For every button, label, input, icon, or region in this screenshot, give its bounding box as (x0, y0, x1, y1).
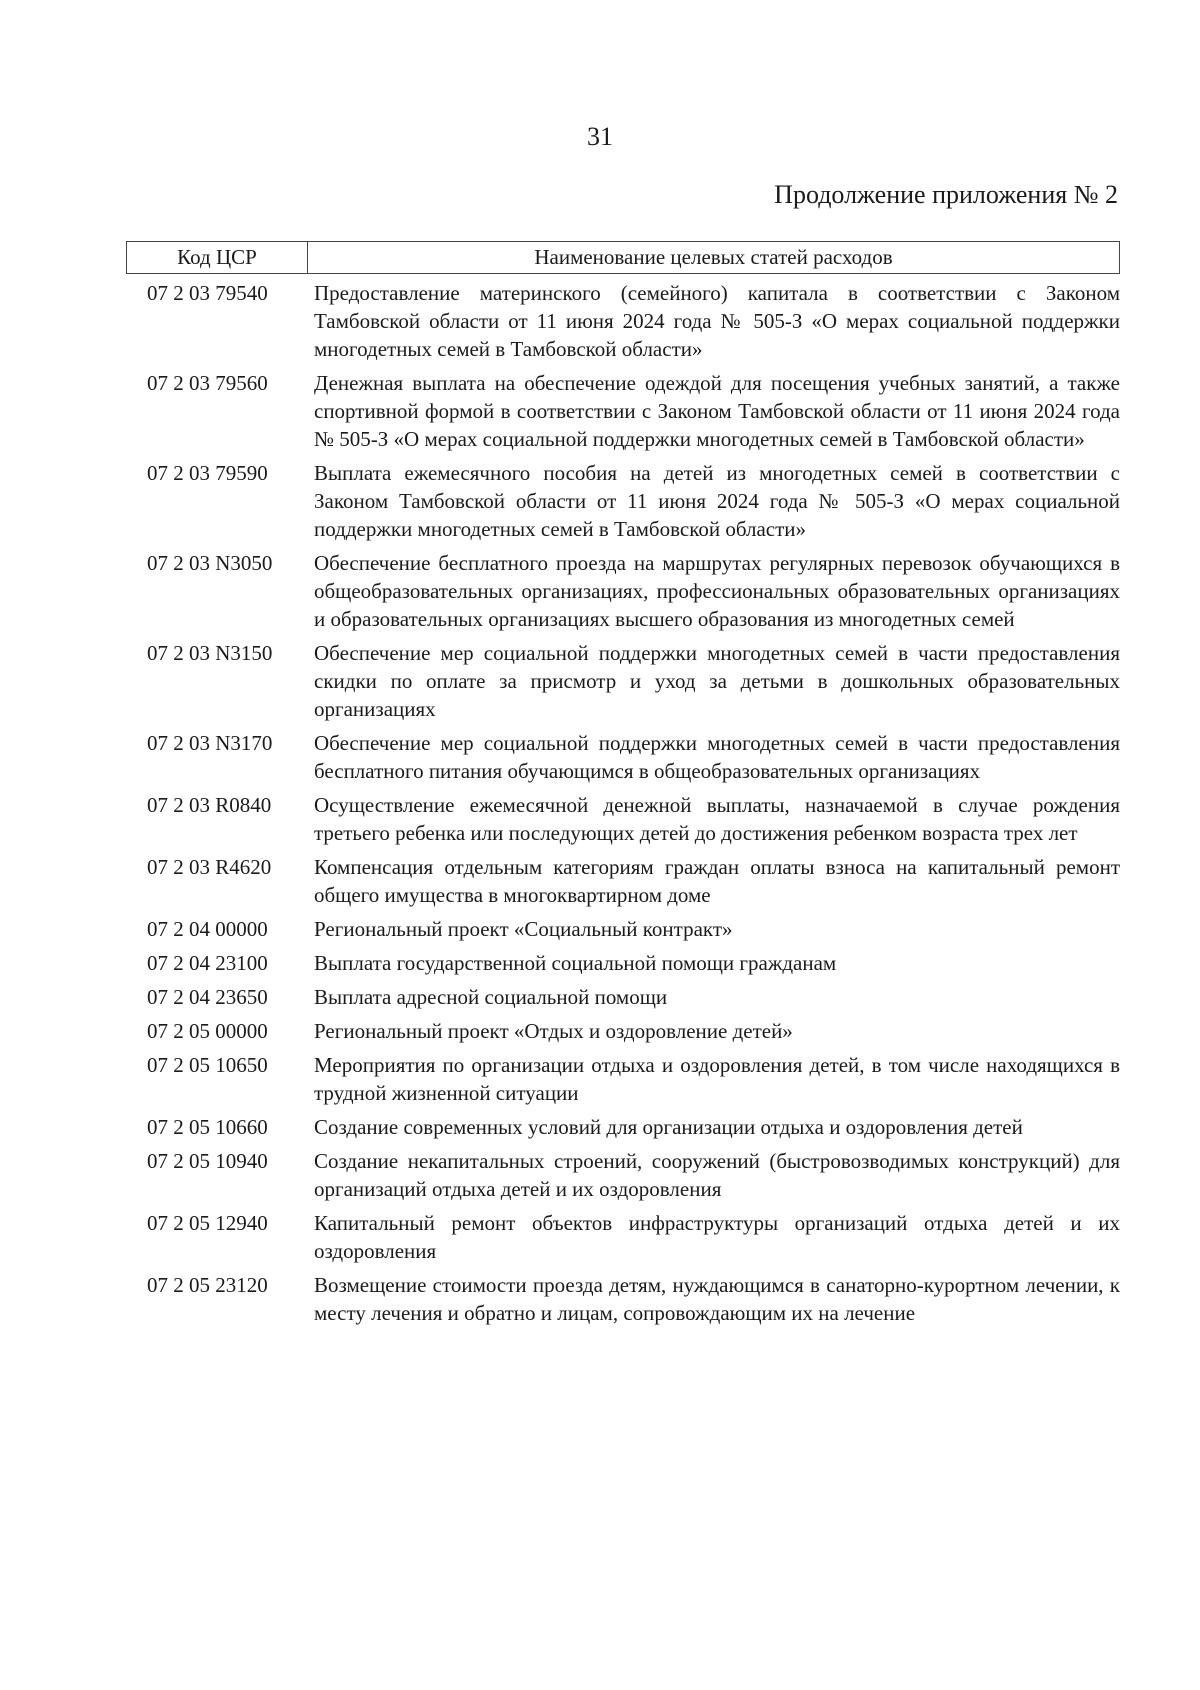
row-name: Выплата адресной социальной помощи (314, 985, 668, 1009)
row-code: 07 2 05 23120 (147, 1273, 268, 1297)
row-code: 07 2 05 10940 (147, 1149, 268, 1173)
row-name: Создание современных условий для организации отдыха и оздоровления детей (314, 1115, 1023, 1139)
row-code: 07 2 05 12940 (147, 1211, 268, 1235)
table-body (126, 279, 1120, 1333)
row-code: 07 2 05 10650 (147, 1053, 268, 1077)
table-row (126, 791, 1120, 847)
row-name: Предоставление материнского (семейного) капитала в соответствии с Законом Тамбовской области от 11 июня 2024 года № 505-З «О мерах социальной поддержки многодетных семей в Тамбовской области» (314, 281, 1120, 361)
row-code: 07 2 04 23100 (147, 951, 268, 975)
row-name: Выплата государственной социальной помощи гражданам (314, 951, 837, 975)
row-name: Капитальный ремонт объектов инфраструктуры организаций отдыха детей и их оздоровления (314, 1211, 1120, 1263)
table-row (126, 279, 1120, 363)
table-row (126, 1113, 1120, 1141)
table-row (126, 1271, 1120, 1327)
table-row (126, 1209, 1120, 1265)
table-row (126, 983, 1120, 1011)
row-code: 07 2 03 79540 (147, 281, 268, 305)
row-name: Денежная выплата на обеспечение одеждой для посещения учебных занятий, а также спортивной формой в соответствии с Законом Тамбовской области от 11 июня 2024 года № 505-З «О мерах социальной поддержки многодетных семей в Тамбовской области» (314, 371, 1120, 451)
table-row (126, 853, 1120, 909)
row-name: Обеспечение мер социальной поддержки многодетных семей в части предоставления скидки по оплате за присмотр и уход за детьми в дошкольных образовательных организациях (314, 641, 1120, 721)
table-row (126, 915, 1120, 943)
row-name: Осуществление ежемесячной денежной выплаты, назначаемой в случае рождения третьего ребенка или последующих детей до достижения ребенком возраста трех лет (314, 793, 1120, 845)
row-name: Создание некапитальных строений, сооружений (быстровозводимых конструкций) для организаций отдыха детей и их оздоровления (314, 1149, 1120, 1201)
table-row (126, 1017, 1120, 1045)
header-name: Наименование целевых статей расходов (534, 245, 893, 269)
row-code: 07 2 04 23650 (147, 985, 268, 1009)
table-row (126, 549, 1120, 633)
row-code: 07 2 03 79590 (147, 461, 268, 485)
row-code: 07 2 04 00000 (147, 917, 268, 941)
row-code: 07 2 05 00000 (147, 1019, 268, 1043)
row-code: 07 2 03 79560 (147, 371, 268, 395)
row-name: Компенсация отдельным категориям граждан оплаты взноса на капитальный ремонт общего имущества в многоквартирном доме (314, 855, 1120, 907)
table-row (126, 1147, 1120, 1203)
row-name: Региональный проект «Социальный контракт» (314, 917, 733, 941)
appendix-title: Продолжение приложения № 2 (774, 180, 1118, 209)
row-name: Обеспечение бесплатного проезда на маршрутах регулярных перевозок обучающихся в общеобразовательных организациях, профессиональных образовательных организациях и образовательных организациях высшего образования из многодетных семей (314, 551, 1120, 631)
row-code: 07 2 03 N3150 (147, 641, 273, 665)
table-row (126, 369, 1120, 453)
row-name: Выплата ежемесячного пособия на детей из многодетных семей в соответствии с Законом Тамбовской области от 11 июня 2024 года № 505-З «О мерах социальной поддержки многодетных семей в Тамбовской области» (314, 461, 1120, 541)
row-code: 07 2 03 N3170 (147, 731, 273, 755)
table-row (126, 639, 1120, 723)
page-number: 31 (587, 122, 613, 151)
table-row (126, 1051, 1120, 1107)
table-row (126, 949, 1120, 977)
row-name: Обеспечение мер социальной поддержки многодетных семей в части предоставления бесплатного питания обучающимся в общеобразовательных организациях (314, 731, 1120, 783)
table-row (126, 729, 1120, 785)
row-name: Региональный проект «Отдых и оздоровление детей» (314, 1019, 793, 1043)
row-name: Возмещение стоимости проезда детям, нуждающимся в санаторно-курортном лечении, к месту лечения и обратно и лицам, сопровождающим их на лечение (314, 1273, 1120, 1325)
row-code: 07 2 05 10660 (147, 1115, 268, 1139)
row-name: Мероприятия по организации отдыха и оздоровления детей, в том числе находящихся в трудной жизненной ситуации (314, 1053, 1120, 1105)
row-code: 07 2 03 R0840 (147, 793, 272, 817)
header-code: Код ЦСР (127, 242, 308, 273)
row-code: 07 2 03 R4620 (147, 855, 272, 879)
row-code: 07 2 03 N3050 (147, 551, 273, 575)
table-row (126, 459, 1120, 543)
table-header (126, 241, 1120, 274)
